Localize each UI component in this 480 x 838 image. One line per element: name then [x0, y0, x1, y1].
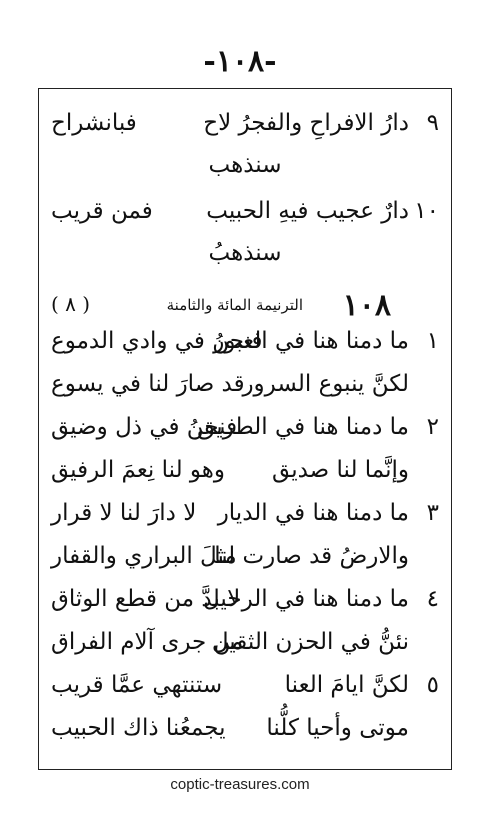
- line-first-half: ما دمنا هنا في العبور: [213, 328, 409, 354]
- verse-number: ٢: [426, 414, 439, 440]
- page-number: -١٠٨-: [203, 44, 277, 79]
- line-first-half: والارضُ قد صارت لنا: [214, 543, 409, 569]
- line-second-half: لا بدَّ من قطع الوثاق: [51, 586, 241, 612]
- text-frame: [38, 88, 452, 770]
- line-second-half: وهو لنا نِعمَ الرفيق: [51, 457, 226, 483]
- line-first-half: لكنَّ ينبوع السرور: [242, 371, 409, 397]
- verse-number: ٣: [426, 500, 439, 526]
- line-second-half: مثلَ البراري والقفار: [51, 543, 237, 569]
- refrain-word: سنذهب: [208, 152, 282, 178]
- line-first-half: موتى وأحيا كلُّنا: [266, 715, 409, 741]
- hymn-title: الترنيمة المائة والثامنة: [166, 296, 303, 314]
- line-second-half: فبانشراح: [51, 110, 137, 136]
- line-first-half: وإنَّما لنا صديق: [272, 457, 409, 483]
- hymn-tune-marker: ( ٨ ): [51, 292, 91, 316]
- line-first-half: نئنُّ في الحزن الثقيل: [211, 629, 409, 655]
- line-first-half: لكنَّ ايامَ العنا: [284, 672, 409, 698]
- line-second-half: يجمعُنا ذاك الحبيب: [51, 715, 226, 741]
- verse-number: ٥: [426, 672, 439, 698]
- top-rule: [39, 88, 451, 89]
- hymn-number: ١٠٨: [342, 288, 391, 323]
- stanza-number: ١٠: [414, 198, 439, 224]
- line-first-half: ما دمنا هنا في الطريق: [197, 414, 409, 440]
- line-second-half: من جرى آلام الفراق: [51, 629, 244, 655]
- bottom-rule: [39, 769, 451, 770]
- line-second-half: لا دارَ لنا لا قرار: [51, 500, 197, 526]
- line-first-half: دارٌ عجيب فيهِ الحبيب: [206, 198, 409, 224]
- stanza-number: ٩: [426, 110, 439, 136]
- verse-number: ١: [426, 328, 439, 354]
- line-second-half: قد صارَ لنا في يسوع: [51, 371, 245, 397]
- verse-number: ٤: [426, 586, 439, 612]
- line-second-half: فنحنُ في ذل وضيق: [51, 414, 238, 440]
- hymn-header: [47, 288, 443, 323]
- line-second-half: فمن قريب: [51, 198, 153, 224]
- line-second-half: ستنتهي عمَّا قريب: [51, 672, 223, 698]
- line-first-half: ما دمنا هنا في الرحيل: [203, 586, 409, 612]
- refrain-word: سنذهبُ: [208, 240, 282, 266]
- line-first-half: ما دمنا هنا في الديار: [217, 500, 409, 526]
- line-second-half: فنحنُ في وادي الدموع: [51, 328, 263, 354]
- watermark: coptic-treasures.com: [170, 776, 310, 793]
- line-first-half: دارُ الافراحِ والفجرُ لاح: [203, 110, 409, 136]
